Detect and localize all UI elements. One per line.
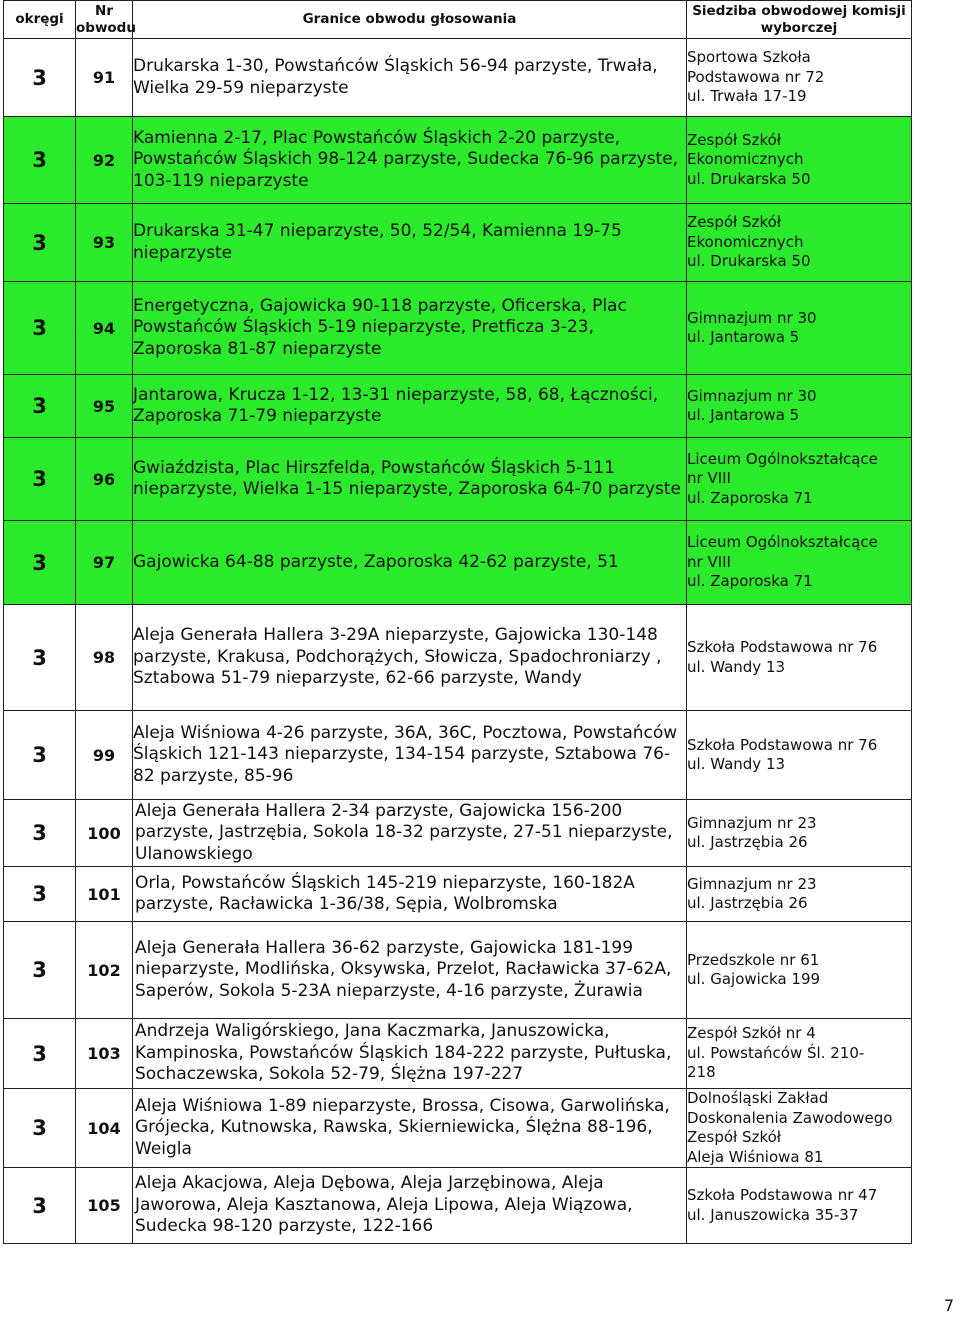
voting-districts-table xyxy=(3,0,912,1244)
siedziba-cell xyxy=(687,1019,912,1089)
page-number: 7 xyxy=(943,1296,954,1315)
table-row xyxy=(4,117,912,204)
table-row xyxy=(4,605,912,711)
siedziba-cell xyxy=(687,521,912,605)
granice-cell: Aleja Wiśniowa 4-26 parzyste, 36A, 36C, Pocztowa, Powstańców Śląskich 121-143 nieparzyste, 134-154 parzyste, Sztabowa 76-82 parzyste, 85-96 xyxy=(133,711,687,800)
header-granice: Granice obwodu głosowania xyxy=(133,1,687,39)
table-row xyxy=(4,204,912,282)
nr-obwodu-cell: 92 xyxy=(76,117,133,204)
granice-cell: Drukarska 31-47 nieparzyste, 50, 52/54, Kamienna 19-75 nieparzyste xyxy=(133,204,687,282)
nr-obwodu-cell: 94 xyxy=(76,282,133,375)
okreg-cell: 3 xyxy=(4,438,76,521)
okreg-cell: 3 xyxy=(4,117,76,204)
table-row xyxy=(4,438,912,521)
table-row xyxy=(4,922,912,1019)
siedziba-line: Szkoła Podstawowa nr 76 xyxy=(687,735,878,754)
siedziba-line: ul. Jastrzębia 26 xyxy=(687,894,808,912)
siedziba-line: Szkoła Podstawowa nr 76 xyxy=(687,638,878,656)
table-row xyxy=(4,1168,912,1244)
granice-cell: Jantarowa, Krucza 1-12, 13-31 nieparzyste, 58, 68, Łączności, Zaporoska 71-79 nieparzyste xyxy=(133,375,687,438)
okreg-cell: 3 xyxy=(4,1168,76,1244)
siedziba-line: ul. Zaporoska 71 xyxy=(687,488,813,507)
okreg-cell: 3 xyxy=(4,521,76,605)
siedziba-line: ul. Drukarska 50 xyxy=(687,169,811,188)
granice-cell: Drukarska 1-30, Powstańców Śląskich 56-94 parzyste, Trwała, Wielka 29-59 nieparzyste xyxy=(133,39,687,117)
okreg-cell: 3 xyxy=(4,711,76,800)
table-row xyxy=(4,867,912,922)
siedziba-line: Gimnazjum nr 30 xyxy=(687,308,817,327)
siedziba-line: Zespół Szkół nr 4 xyxy=(687,1024,816,1043)
siedziba-line: Ekonomicznych xyxy=(687,232,804,251)
siedziba-cell xyxy=(687,39,912,117)
nr-obwodu-cell: 101 xyxy=(76,867,133,922)
siedziba-cell xyxy=(687,438,912,521)
nr-obwodu-cell: 95 xyxy=(76,375,133,438)
siedziba-line: ul. Powstańców Śl. 210- xyxy=(687,1043,865,1062)
okreg-cell: 3 xyxy=(4,39,76,117)
granice-cell: Energetyczna, Gajowicka 90-118 parzyste, Oficerska, Plac Powstańców Śląskich 5-19 nieparzyste, Pretficza 3-23, Zaporoska 81-87 nieparzyste xyxy=(133,282,687,375)
siedziba-line: Zespół Szkół xyxy=(687,1128,782,1146)
nr-obwodu-cell: 91 xyxy=(76,39,133,117)
table-row xyxy=(4,1089,912,1168)
okreg-cell: 3 xyxy=(4,800,76,867)
okreg-cell: 3 xyxy=(4,204,76,282)
siedziba-line: Gimnazjum nr 23 xyxy=(687,813,817,832)
siedziba-line: ul. Zaporoska 71 xyxy=(687,572,813,591)
siedziba-line: ul. Wandy 13 xyxy=(687,657,786,676)
siedziba-line: Gimnazjum nr 30 xyxy=(687,386,817,405)
nr-obwodu-cell: 102 xyxy=(76,922,133,1019)
nr-obwodu-cell: 96 xyxy=(76,438,133,521)
nr-obwodu-cell: 105 xyxy=(76,1168,133,1244)
nr-obwodu-cell: 103 xyxy=(76,1019,133,1089)
siedziba-cell xyxy=(687,282,912,375)
table-row xyxy=(4,711,912,800)
siedziba-line: ul. Wandy 13 xyxy=(687,755,786,773)
nr-obwodu-cell: 104 xyxy=(76,1089,133,1168)
siedziba-line: ul. Jantarowa 5 xyxy=(687,328,800,346)
siedziba-line: nr VIII xyxy=(687,552,731,571)
granice-cell: Andrzeja Waligórskiego, Jana Kaczmarka, Januszowicka, Kampinoska, Powstańców Śląskich 184-222 parzyste, Pułtuska, Sochaczewska, Sokola 52-79, Ślężna 197-227 xyxy=(133,1019,687,1089)
siedziba-line: nr VIII xyxy=(687,469,731,488)
siedziba-line: ul. Drukarska 50 xyxy=(687,252,811,271)
siedziba-line: ul. Trwała 17-19 xyxy=(687,87,807,106)
okreg-cell: 3 xyxy=(4,282,76,375)
siedziba-cell xyxy=(687,711,912,800)
okreg-cell: 3 xyxy=(4,922,76,1019)
nr-obwodu-cell: 100 xyxy=(76,800,133,867)
siedziba-cell xyxy=(687,1089,912,1168)
table-row xyxy=(4,375,912,438)
table-row xyxy=(4,39,912,117)
siedziba-line: Ekonomicznych xyxy=(687,150,804,169)
table-row xyxy=(4,521,912,605)
okreg-cell: 3 xyxy=(4,1019,76,1089)
table-row xyxy=(4,800,912,867)
siedziba-line: 218 xyxy=(687,1063,716,1082)
siedziba-line: Podstawowa nr 72 xyxy=(687,67,825,86)
nr-obwodu-cell: 97 xyxy=(76,521,133,605)
header-nr-obwodu: Nr obwodu xyxy=(76,1,133,39)
siedziba-cell xyxy=(687,867,912,922)
okreg-cell: 3 xyxy=(4,1089,76,1168)
okreg-cell: 3 xyxy=(4,375,76,438)
granice-cell: Gwiaździsta, Plac Hirszfelda, Powstańców Śląskich 5-111 nieparzyste, Wielka 1-15 nieparzyste, Zaporoska 64-70 parzyste xyxy=(133,438,687,521)
siedziba-line: ul. Gajowicka 199 xyxy=(687,970,821,988)
siedziba-line: Aleja Wiśniowa 81 xyxy=(687,1147,824,1166)
siedziba-line: Przedszkole nr 61 xyxy=(687,950,820,969)
siedziba-line: ul. Jastrzębia 26 xyxy=(687,833,808,851)
siedziba-line: Liceum Ogólnokształcące xyxy=(687,533,878,552)
siedziba-line: Zespół Szkół xyxy=(687,213,782,232)
siedziba-line: Gimnazjum nr 23 xyxy=(687,874,817,893)
siedziba-line: Dolnośląski Zakład xyxy=(687,1089,829,1107)
header-row xyxy=(4,1,912,39)
siedziba-line: Liceum Ogólnokształcące xyxy=(687,449,878,468)
siedziba-cell xyxy=(687,1168,912,1244)
nr-obwodu-cell: 99 xyxy=(76,711,133,800)
siedziba-cell xyxy=(687,922,912,1019)
header-siedziba: Siedziba obwodowej komisji wyborczej xyxy=(687,1,912,39)
siedziba-cell xyxy=(687,605,912,711)
siedziba-cell xyxy=(687,800,912,867)
siedziba-cell xyxy=(687,375,912,438)
siedziba-line: Szkoła Podstawowa nr 47 xyxy=(687,1186,878,1204)
granice-cell: Aleja Generała Hallera 3-29A nieparzyste, Gajowicka 130-148 parzyste, Krakusa, Podchorążych, Słowicza, Spadochroniarzy , Sztabowa 51-79 nieparzyste, 62-66 parzyste, Wandy xyxy=(133,605,687,711)
siedziba-line: ul. Januszowicka 35-37 xyxy=(687,1205,859,1224)
nr-obwodu-cell: 93 xyxy=(76,204,133,282)
granice-cell: Gajowicka 64-88 parzyste, Zaporoska 42-62 parzyste, 51 xyxy=(133,521,687,605)
siedziba-line: Zespół Szkół xyxy=(687,130,782,149)
table-row xyxy=(4,282,912,375)
table-row xyxy=(4,1019,912,1089)
granice-cell: Aleja Akacjowa, Aleja Dębowa, Aleja Jarzębinowa, Aleja Jaworowa, Aleja Kasztanowa, Aleja Lipowa, Aleja Wiązowa, Sudecka 98-120 parzyste, 122-166 xyxy=(133,1168,687,1244)
siedziba-line: Sportowa Szkoła xyxy=(687,48,811,67)
okreg-cell: 3 xyxy=(4,867,76,922)
granice-cell: Orla, Powstańców Śląskich 145-219 nieparzyste, 160-182A parzyste, Racławicka 1-36/38, Sępia, Wolbromska xyxy=(133,867,687,922)
nr-obwodu-cell: 98 xyxy=(76,605,133,711)
okreg-cell: 3 xyxy=(4,605,76,711)
granice-cell: Aleja Generała Hallera 36-62 parzyste, Gajowicka 181-199 nieparzyste, Modlińska, Oksywska, Przelot, Racławicka 37-62A, Saperów, Sokola 5-23A nieparzyste, 4-16 parzyste, Żurawia xyxy=(133,922,687,1019)
granice-cell: Aleja Generała Hallera 2-34 parzyste, Gajowicka 156-200 parzyste, Jastrzębia, Sokola 18-32 parzyste, 27-51 nieparzyste, Ulanowskiego xyxy=(133,800,687,867)
siedziba-cell xyxy=(687,204,912,282)
header-okreg: okręgi xyxy=(4,1,76,39)
granice-cell: Aleja Wiśniowa 1-89 nieparzyste, Brossa, Cisowa, Garwolińska, Grójecka, Kutnowska, Rawska, Skierniewicka, Ślężna 88-196, Weigla xyxy=(133,1089,687,1168)
siedziba-line: Doskonalenia Zawodowego xyxy=(687,1108,893,1127)
granice-cell: Kamienna 2-17, Plac Powstańców Śląskich 2-20 parzyste, Powstańców Śląskich 98-124 parzyste, Sudecka 76-96 parzyste, 103-119 nieparzyste xyxy=(133,117,687,204)
siedziba-line: ul. Jantarowa 5 xyxy=(687,406,800,424)
siedziba-cell xyxy=(687,117,912,204)
